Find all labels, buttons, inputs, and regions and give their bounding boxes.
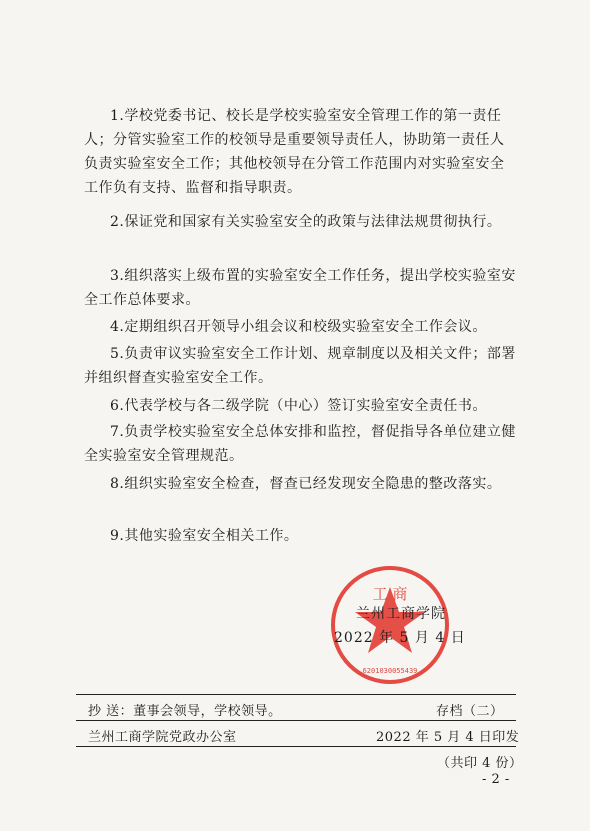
signature-date: 2022 年 5 月 4 日 xyxy=(334,630,466,646)
paragraph-7: 7.负责学校实验室安全总体安排和监控，督促指导各单位建立健全实验室安全管理规范。 xyxy=(84,424,516,464)
copies-note: （共印 4 份） xyxy=(437,756,523,771)
paragraph-3: 3.组织落实上级布置的实验室安全工作任务，提出学校实验室安全工作总体要求。 xyxy=(84,268,516,308)
paragraph-1: 1.学校党委书记、校长是学校实验室安全管理工作的第一责任人；分管实验室工作的校领导是重要领导责任人，协助第一责任人负责实验室安全工作；其他校领导在分管工作范围内对实验室安全工作负有支持、监督和指导职责。 xyxy=(84,108,505,196)
footer-top-rule xyxy=(76,694,516,695)
footer-middle-rule xyxy=(76,720,516,721)
issuer: 兰州工商学院党政办公室 xyxy=(88,730,237,745)
paragraph-6: 6.代表学校与各二级学院（中心）签订实验室安全责任书。 xyxy=(110,398,487,414)
paragraph-9: 9.其他实验室安全相关工作。 xyxy=(110,528,299,544)
cc-value: 董事会领导，学校领导。 xyxy=(133,704,282,719)
cc-label: 抄 送： xyxy=(88,704,134,719)
paragraph-5: 5.负责审议实验室安全工作计划、规章制度以及相关文件；部署并组织督查实验室安全工作。 xyxy=(84,346,516,386)
cc-line xyxy=(88,700,282,719)
svg-text:工 商: 工 商 xyxy=(372,585,408,603)
footer-bottom-rule xyxy=(76,746,516,747)
paragraph-2: 2.保证党和国家有关实验室安全的政策与法律法规贯彻执行。 xyxy=(110,214,502,230)
official-seal xyxy=(328,563,452,687)
paragraph-4: 4.定期组织召开领导小组会议和校级实验室安全工作会议。 xyxy=(110,319,487,335)
signature-org: 兰州工商学院 xyxy=(356,606,446,622)
page-number: - 2 - xyxy=(482,772,510,787)
paragraph-8: 8.组织实验室安全检查，督查已经发现安全隐患的整改落实。 xyxy=(110,476,502,492)
svg-text:6201030055439: 6201030055439 xyxy=(362,667,418,675)
archive-note: 存档（二） xyxy=(436,704,504,719)
print-date: 2022 年 5 月 4 日印发 xyxy=(376,730,520,745)
